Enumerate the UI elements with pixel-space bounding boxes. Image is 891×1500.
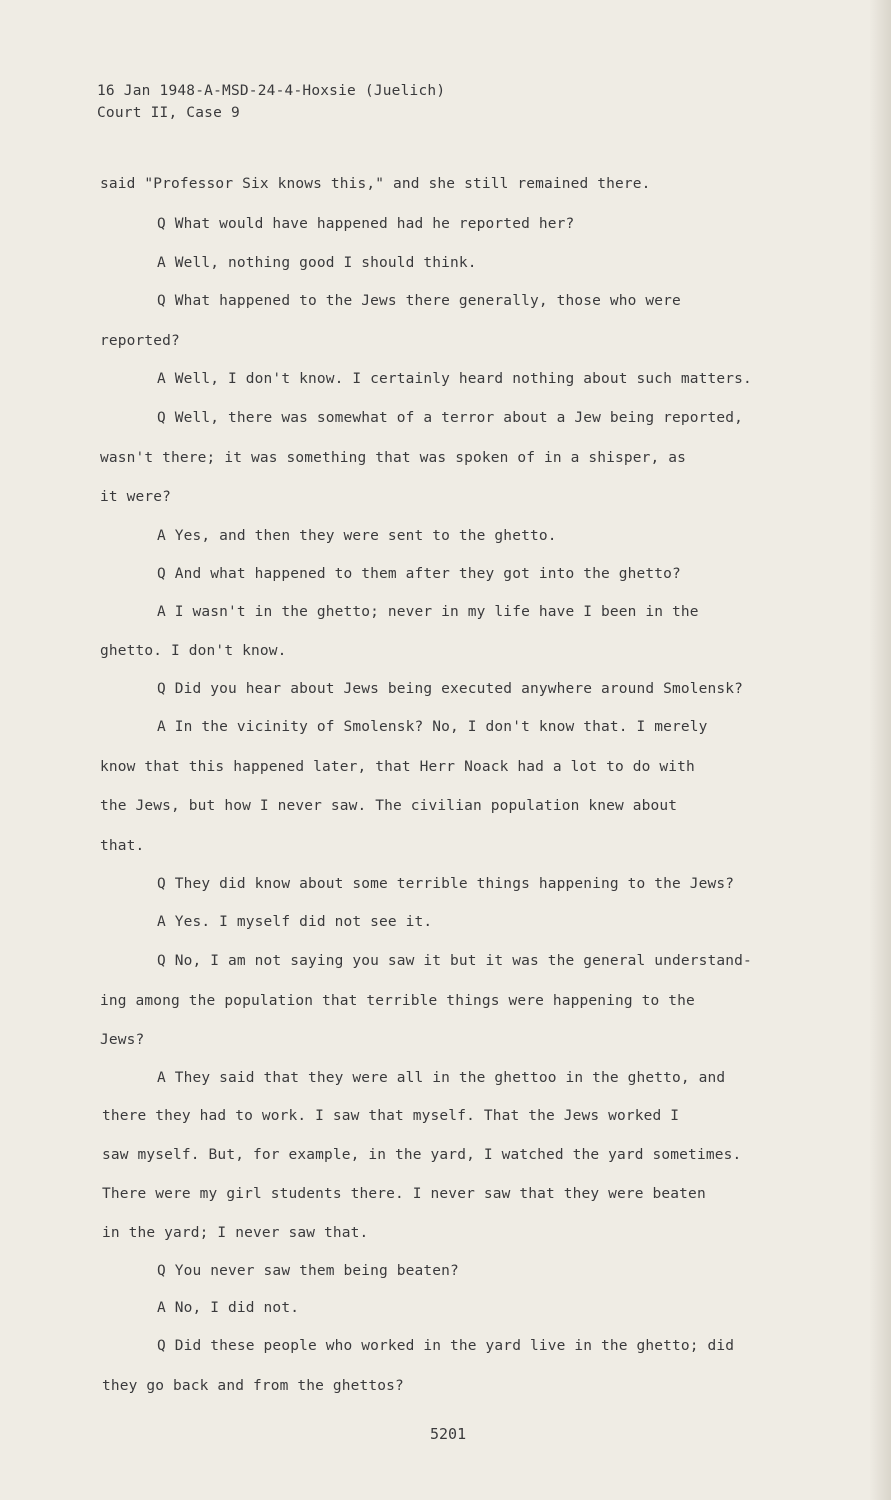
transcript-line: Q Did you hear about Jews being executed anywhere around Smolensk? <box>157 681 744 697</box>
transcript-line: said "Professor Six knows this," and she still remained there. <box>100 176 651 192</box>
transcript-line: Q What happened to the Jews there generally, those who were <box>157 293 681 309</box>
header-court-case: Court II, Case 9 <box>97 105 240 121</box>
transcript-line: A No, I did not. <box>157 1300 300 1316</box>
transcript-line: A I wasn't in the ghetto; never in my life have I been in the <box>157 604 699 620</box>
transcript-line: Q And what happened to them after they got into the ghetto? <box>157 566 681 582</box>
transcript-line: A Well, nothing good I should think. <box>157 255 477 271</box>
transcript-line: there they had to work. I saw that myself. That the Jews worked I <box>102 1108 680 1124</box>
transcript-line: Q What would have happened had he reported her? <box>157 216 575 232</box>
transcript-line: Q Did these people who worked in the yard live in the ghetto; did <box>157 1338 735 1354</box>
transcript-line: in the yard; I never saw that. <box>102 1225 369 1241</box>
header-date-reference: 16 Jan 1948-A-MSD-24-4-Hoxsie (Juelich) <box>97 83 446 99</box>
transcript-line: ghetto. I don't know. <box>100 643 287 659</box>
transcript-line: There were my girl students there. I never saw that they were beaten <box>102 1186 706 1202</box>
transcript-line: Q You never saw them being beaten? <box>157 1263 459 1279</box>
transcript-line: A In the vicinity of Smolensk? No, I don't know that. I merely <box>157 719 708 735</box>
transcript-line: know that this happened later, that Herr Noack had a lot to do with <box>100 759 695 775</box>
transcript-line: the Jews, but how I never saw. The civilian population knew about <box>100 798 678 814</box>
transcript-line: they go back and from the ghettos? <box>102 1378 404 1394</box>
transcript-line: Jews? <box>100 1032 145 1048</box>
transcript-line: saw myself. But, for example, in the yard, I watched the yard sometimes. <box>102 1147 742 1163</box>
transcript-line: Q They did know about some terrible things happening to the Jews? <box>157 876 735 892</box>
transcript-line: A They said that they were all in the ghettoo in the ghetto, and <box>157 1070 726 1086</box>
page-number: 5201 <box>430 1425 467 1443</box>
transcript-line: Q Well, there was somewhat of a terror about a Jew being reported, <box>157 410 744 426</box>
transcript-line: reported? <box>100 333 180 349</box>
transcript-line: A Yes. I myself did not see it. <box>157 914 433 930</box>
transcript-line: that. <box>100 838 145 854</box>
document-header <box>97 80 445 124</box>
transcript-line: wasn't there; it was something that was spoken of in a shisper, as <box>100 450 687 466</box>
transcript-line: A Yes, and then they were sent to the ghetto. <box>157 528 557 544</box>
transcript-line: ing among the population that terrible things were happening to the <box>100 993 695 1009</box>
transcript-line: it were? <box>100 489 172 505</box>
transcript-line: A Well, I don't know. I certainly heard nothing about such matters. <box>157 371 752 387</box>
transcript-line: Q No, I am not saying you saw it but it was the general understand- <box>157 953 752 969</box>
